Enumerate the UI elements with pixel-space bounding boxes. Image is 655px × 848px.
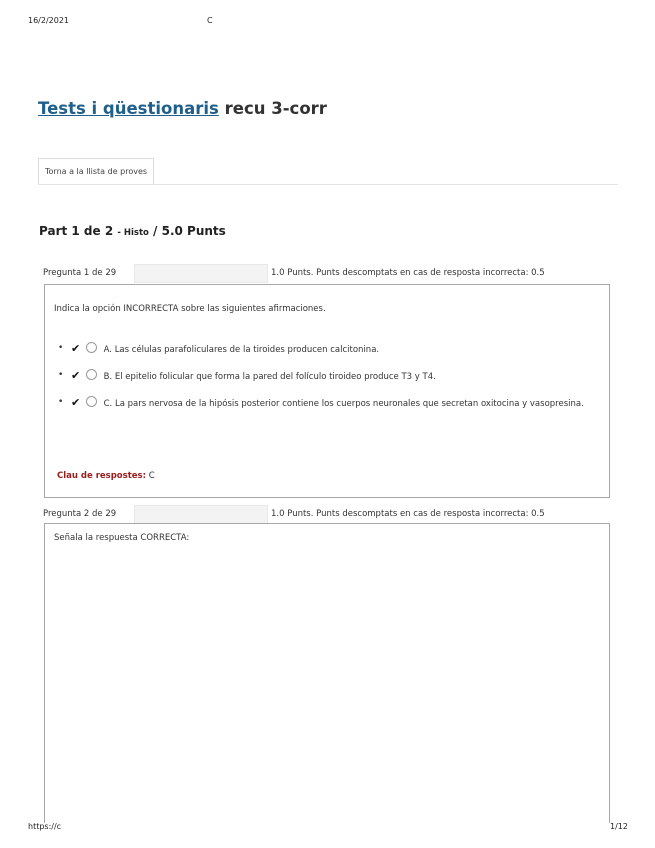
back-to-tests-button[interactable]: Torna a la llista de proves	[38, 158, 154, 184]
answer-text: C. La pars nervosa de la hipósis posterior contiene los cuerpos neuronales que secretan oxitocina y vasopresina.	[103, 399, 584, 409]
checkmark-icon: ✔	[71, 342, 81, 355]
question-header	[43, 264, 611, 282]
question-header	[43, 505, 611, 523]
tab-bar	[38, 158, 618, 185]
question-number: Pregunta 1 de 29	[43, 268, 117, 278]
radio-button-icon[interactable]	[86, 369, 97, 380]
question-box	[44, 523, 610, 823]
answer-option[interactable]	[54, 341, 594, 358]
part-subtitle: - Histo	[117, 228, 149, 238]
question-points: 1.0 Punts. Punts descomptats en cas de resposta incorrecta: 0.5	[271, 268, 545, 278]
answer-option[interactable]	[54, 395, 594, 412]
question-number: Pregunta 2 de 29	[43, 509, 117, 519]
question-blank-field	[134, 264, 268, 283]
test-name: recu 3-corr	[224, 99, 327, 118]
question-blank-field	[134, 505, 268, 524]
bullet-icon: •	[58, 397, 64, 407]
page-title	[38, 99, 327, 118]
radio-button-icon[interactable]	[86, 396, 97, 407]
bullet-icon: •	[58, 370, 64, 380]
answer-option[interactable]	[54, 368, 594, 385]
answer-key-value: C	[148, 471, 155, 481]
part-title	[39, 224, 226, 238]
part-points: / 5.0 Punts	[153, 224, 226, 238]
answer-text: B. El epitelio folicular que forma la pared del folículo tiroideo produce T3 y T4.	[103, 372, 436, 382]
checkmark-icon: ✔	[71, 396, 81, 409]
answer-list	[54, 341, 594, 422]
radio-button-icon[interactable]	[86, 342, 97, 353]
breadcrumb-link[interactable]: Tests i qüestionaris	[38, 99, 219, 118]
print-date: 16/2/2021	[28, 16, 70, 25]
question-box	[44, 284, 610, 498]
part-number: Part 1 de 2	[39, 224, 114, 238]
question-text: Señala la respuesta CORRECTA:	[54, 533, 190, 543]
question-points: 1.0 Punts. Punts descomptats en cas de resposta incorrecta: 0.5	[271, 509, 545, 519]
bullet-icon: •	[58, 343, 64, 353]
print-page-number: 1/12	[610, 822, 628, 831]
print-title: C	[207, 16, 213, 25]
answer-text: A. Las células parafoliculares de la tiroides producen calcitonina.	[103, 345, 380, 355]
print-url: https://c	[28, 822, 62, 831]
answer-key	[57, 471, 155, 481]
checkmark-icon: ✔	[71, 369, 81, 382]
answer-key-label: Clau de respostes:	[57, 471, 146, 481]
question-text: Indica la opción INCORRECTA sobre las siguientes afirmaciones.	[54, 304, 326, 314]
